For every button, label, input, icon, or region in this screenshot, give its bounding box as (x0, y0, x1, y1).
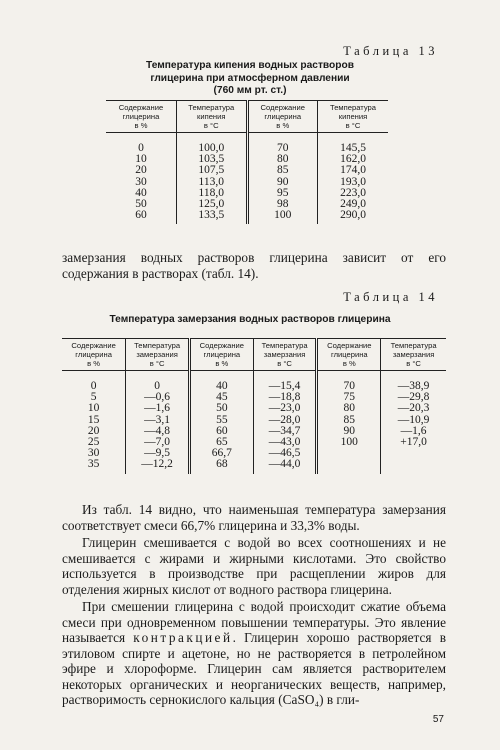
table13-cell: 10 (106, 154, 177, 165)
page-number: 57 (432, 714, 444, 725)
table14-row (62, 426, 446, 437)
table13-cell: 40 (106, 188, 177, 199)
table14-cell: —43,0 (253, 437, 317, 448)
paragraph-1: Из табл. 14 видно, что наименьшая температура замерзания соответствует смеси 66,7% глицерина и 33,3% воды. (62, 502, 446, 533)
table13-title-line2: глицерина при атмосферном давлении (150, 72, 350, 84)
table14-header-line: в °С (149, 359, 165, 368)
table13-cell: 249,0 (340, 198, 366, 211)
table13-cell: 80 (247, 154, 318, 165)
table14-cell: 65 (189, 437, 253, 448)
table14-cell: —7,0 (126, 437, 190, 448)
table14-cell: 55 (189, 415, 253, 426)
table14-header-col-1 (62, 339, 126, 371)
table14-cell: 70 (317, 371, 381, 393)
table14-cell: —38,9 (397, 380, 430, 392)
table13-cell: 118,0 (177, 188, 248, 199)
table14-cell: 68 (189, 459, 253, 473)
paragraph-3-part-a: При смешении глицерина с водой происходит сжатие объема смеси при одновременном повышении температуры. Это явление называется (62, 599, 446, 645)
table13-cell: 162,0 (340, 153, 366, 166)
table14-header-col-3 (189, 339, 253, 371)
table13-cell: 125,0 (177, 199, 248, 210)
paragraph-continuation: замерзания водных растворов глицерина зависит от его содержания в растворах (табл. 14). (62, 250, 446, 281)
table13-cell: 145,5 (340, 142, 366, 154)
table14-cell: 25 (62, 437, 126, 448)
table14-row (62, 371, 446, 393)
table13-header-line: Содержание (260, 103, 305, 112)
table14-cell: 85 (317, 415, 381, 426)
table14-cell: —10,9 (397, 413, 430, 426)
table14-row (62, 448, 446, 459)
table14-cell: 35 (62, 459, 126, 473)
table13-cell: 113,0 (177, 177, 248, 188)
table14-cell: —18,8 (253, 392, 317, 403)
table14-header-line: Температура (261, 341, 308, 350)
table14-header-line: глицерина (330, 350, 368, 359)
table13-cell: 50 (106, 199, 177, 210)
table14-header-col-6 (381, 339, 446, 371)
paragraph-3-part-c: . Глицерин хорошо растворяется в этиловом спирте и ацетоне, но не растворяется в петролейном эфире и хлороформе. Глицерин сам является растворителем некоторых органических и неорганических веществ, например, растворимость сернокислого кальция (CaSO₄) в гли- (62, 630, 446, 707)
table13-body (106, 133, 388, 225)
table14-cell: —4,8 (126, 426, 190, 437)
table14-header-col-2 (126, 339, 190, 371)
table13-title (0, 60, 500, 98)
table14-body (62, 371, 446, 474)
body-text (62, 502, 446, 708)
table14-cell: —46,5 (253, 448, 317, 459)
table14-header-line: Содержание (71, 341, 116, 350)
table14-cell: 20 (62, 426, 126, 437)
table13-header-col-2 (177, 101, 248, 133)
table13-header-line: глицерина (264, 112, 302, 121)
table14-cell: —0,6 (126, 392, 190, 403)
table14-cell: —44,0 (253, 459, 317, 473)
table13-cell: 223,0 (340, 186, 366, 199)
table13-row (106, 210, 388, 224)
table13-cell: 30 (106, 177, 177, 188)
table13-header-line: в °С (203, 121, 219, 130)
table14-cell (317, 448, 381, 459)
table14-header-line: Содержание (327, 341, 372, 350)
table13-cell: 70 (247, 133, 318, 155)
table13-cell: 90 (247, 177, 318, 188)
table14-cell: —20,3 (397, 402, 430, 415)
table14-cell (381, 459, 446, 473)
table13-cell: 174,0 (340, 164, 366, 177)
table14-row (62, 437, 446, 448)
table14-cell (381, 448, 446, 459)
table14-header-line: в °С (277, 359, 292, 368)
table13-title-line3: (760 мм рт. ст.) (213, 85, 287, 96)
table14-cell: 80 (317, 403, 381, 414)
table14-header-line: Содержание (199, 341, 245, 350)
paragraph-2: Глицерин смешивается с водой во всех соотношениях и не смешивается с жирами и жирными кислотами. Это свойство используется в производстве при расщеплении жиров для отделения жирных кислот от водного раствора глицерина. (62, 535, 446, 597)
table14-cell: —15,4 (253, 371, 317, 393)
table14-cell: 90 (317, 426, 381, 437)
table13-cell: 85 (247, 165, 318, 176)
table14-header-line: глицерина (75, 350, 112, 359)
table14-header-col-5 (317, 339, 381, 371)
table14-cell: —12,2 (126, 459, 190, 473)
table13-cell: 20 (106, 165, 177, 176)
text-continuation (62, 250, 446, 281)
table13-cell: 107,5 (177, 165, 248, 176)
table13-header-col-3 (247, 101, 318, 133)
table14-header-line: замерзания (136, 350, 178, 359)
table14-header-line: Температура (134, 341, 181, 350)
table14-cell: 45 (189, 392, 253, 403)
table14 (62, 338, 446, 474)
table14-header-line: в % (342, 359, 356, 368)
table13-header-line: глицерина (122, 112, 160, 121)
table14-cell: 0 (62, 371, 126, 393)
table14-cell: 30 (62, 448, 126, 459)
table14-caption: Таблица 14 (343, 290, 438, 304)
table14-cell: 75 (317, 392, 381, 403)
table14-row (62, 403, 446, 414)
table13-cell: 100 (247, 210, 318, 224)
table14-header-line: в °С (406, 359, 421, 368)
table14-header-line: замерзания (392, 350, 435, 359)
table13-header-line: Содержание (118, 103, 164, 112)
table14-cell: —34,7 (253, 426, 317, 437)
table14-cell: 10 (62, 403, 126, 414)
table13-header-row (106, 101, 388, 133)
table13-header-line: в °С (345, 121, 361, 130)
table14-cell: 15 (62, 415, 126, 426)
table13-cell: 98 (247, 199, 318, 210)
table14-header-line: в % (87, 359, 101, 368)
table13-cell: 193,0 (340, 175, 366, 188)
table14-header-line: Температура (390, 341, 437, 350)
table14-header-line: глицерина (203, 350, 241, 359)
paragraph-3 (62, 599, 446, 708)
table14-cell: 40 (189, 371, 253, 393)
table14-title: Температура замерзания водных растворов глицерина (109, 314, 391, 325)
table13-header-line: кипения (338, 112, 368, 121)
table13-cell: 290,0 (340, 209, 366, 222)
table13-header-line: в % (134, 121, 148, 130)
table14-cell: —1,6 (400, 424, 427, 437)
table13-cell: 133,5 (177, 210, 248, 224)
table14-cell: —3,1 (126, 415, 190, 426)
table14-header-line: замерзания (263, 350, 306, 359)
table14-cell: —29,8 (397, 391, 430, 404)
table13-header-line: в % (276, 121, 290, 130)
table13 (106, 100, 388, 224)
table14-header-row (62, 339, 446, 371)
table13-cell: 100,0 (177, 133, 248, 155)
table14-row (62, 392, 446, 403)
table13-header-line: Температура (330, 103, 376, 112)
table14-cell: 60 (189, 426, 253, 437)
table14-cell: 100 (317, 437, 381, 448)
table14-header-col-4 (253, 339, 317, 371)
table13-row (106, 165, 388, 176)
table14-row (62, 459, 446, 473)
table13-caption: Таблица 13 (343, 44, 438, 58)
table13-header-col-1 (106, 101, 177, 133)
table13-cell: 0 (106, 133, 177, 155)
table13-header-line: Температура (188, 103, 235, 112)
table14-row (62, 415, 446, 426)
table14-cell: 5 (62, 392, 126, 403)
table14-cell: +17,0 (400, 436, 427, 449)
table13-header-col-4 (318, 101, 389, 133)
table13-row (106, 133, 388, 155)
term-contraction: контракцией (133, 630, 233, 645)
table14-cell: 0 (126, 371, 190, 393)
table13-cell: 103,5 (177, 154, 248, 165)
table14-cell: —28,0 (253, 415, 317, 426)
table13-title-line1: Температура кипения водных растворов (146, 60, 354, 71)
table13-cell: 95 (247, 188, 318, 199)
table13-cell: 60 (106, 210, 177, 224)
table13-header-line: кипения (197, 112, 226, 121)
table14-cell (317, 459, 381, 473)
table14-cell: —23,0 (253, 403, 317, 414)
table14-header-line: в % (215, 359, 229, 368)
table14-cell: 66,7 (189, 448, 253, 459)
table14-cell: —9,5 (126, 448, 190, 459)
table14-cell: 50 (189, 403, 253, 414)
table14-cell: —1,6 (126, 403, 190, 414)
